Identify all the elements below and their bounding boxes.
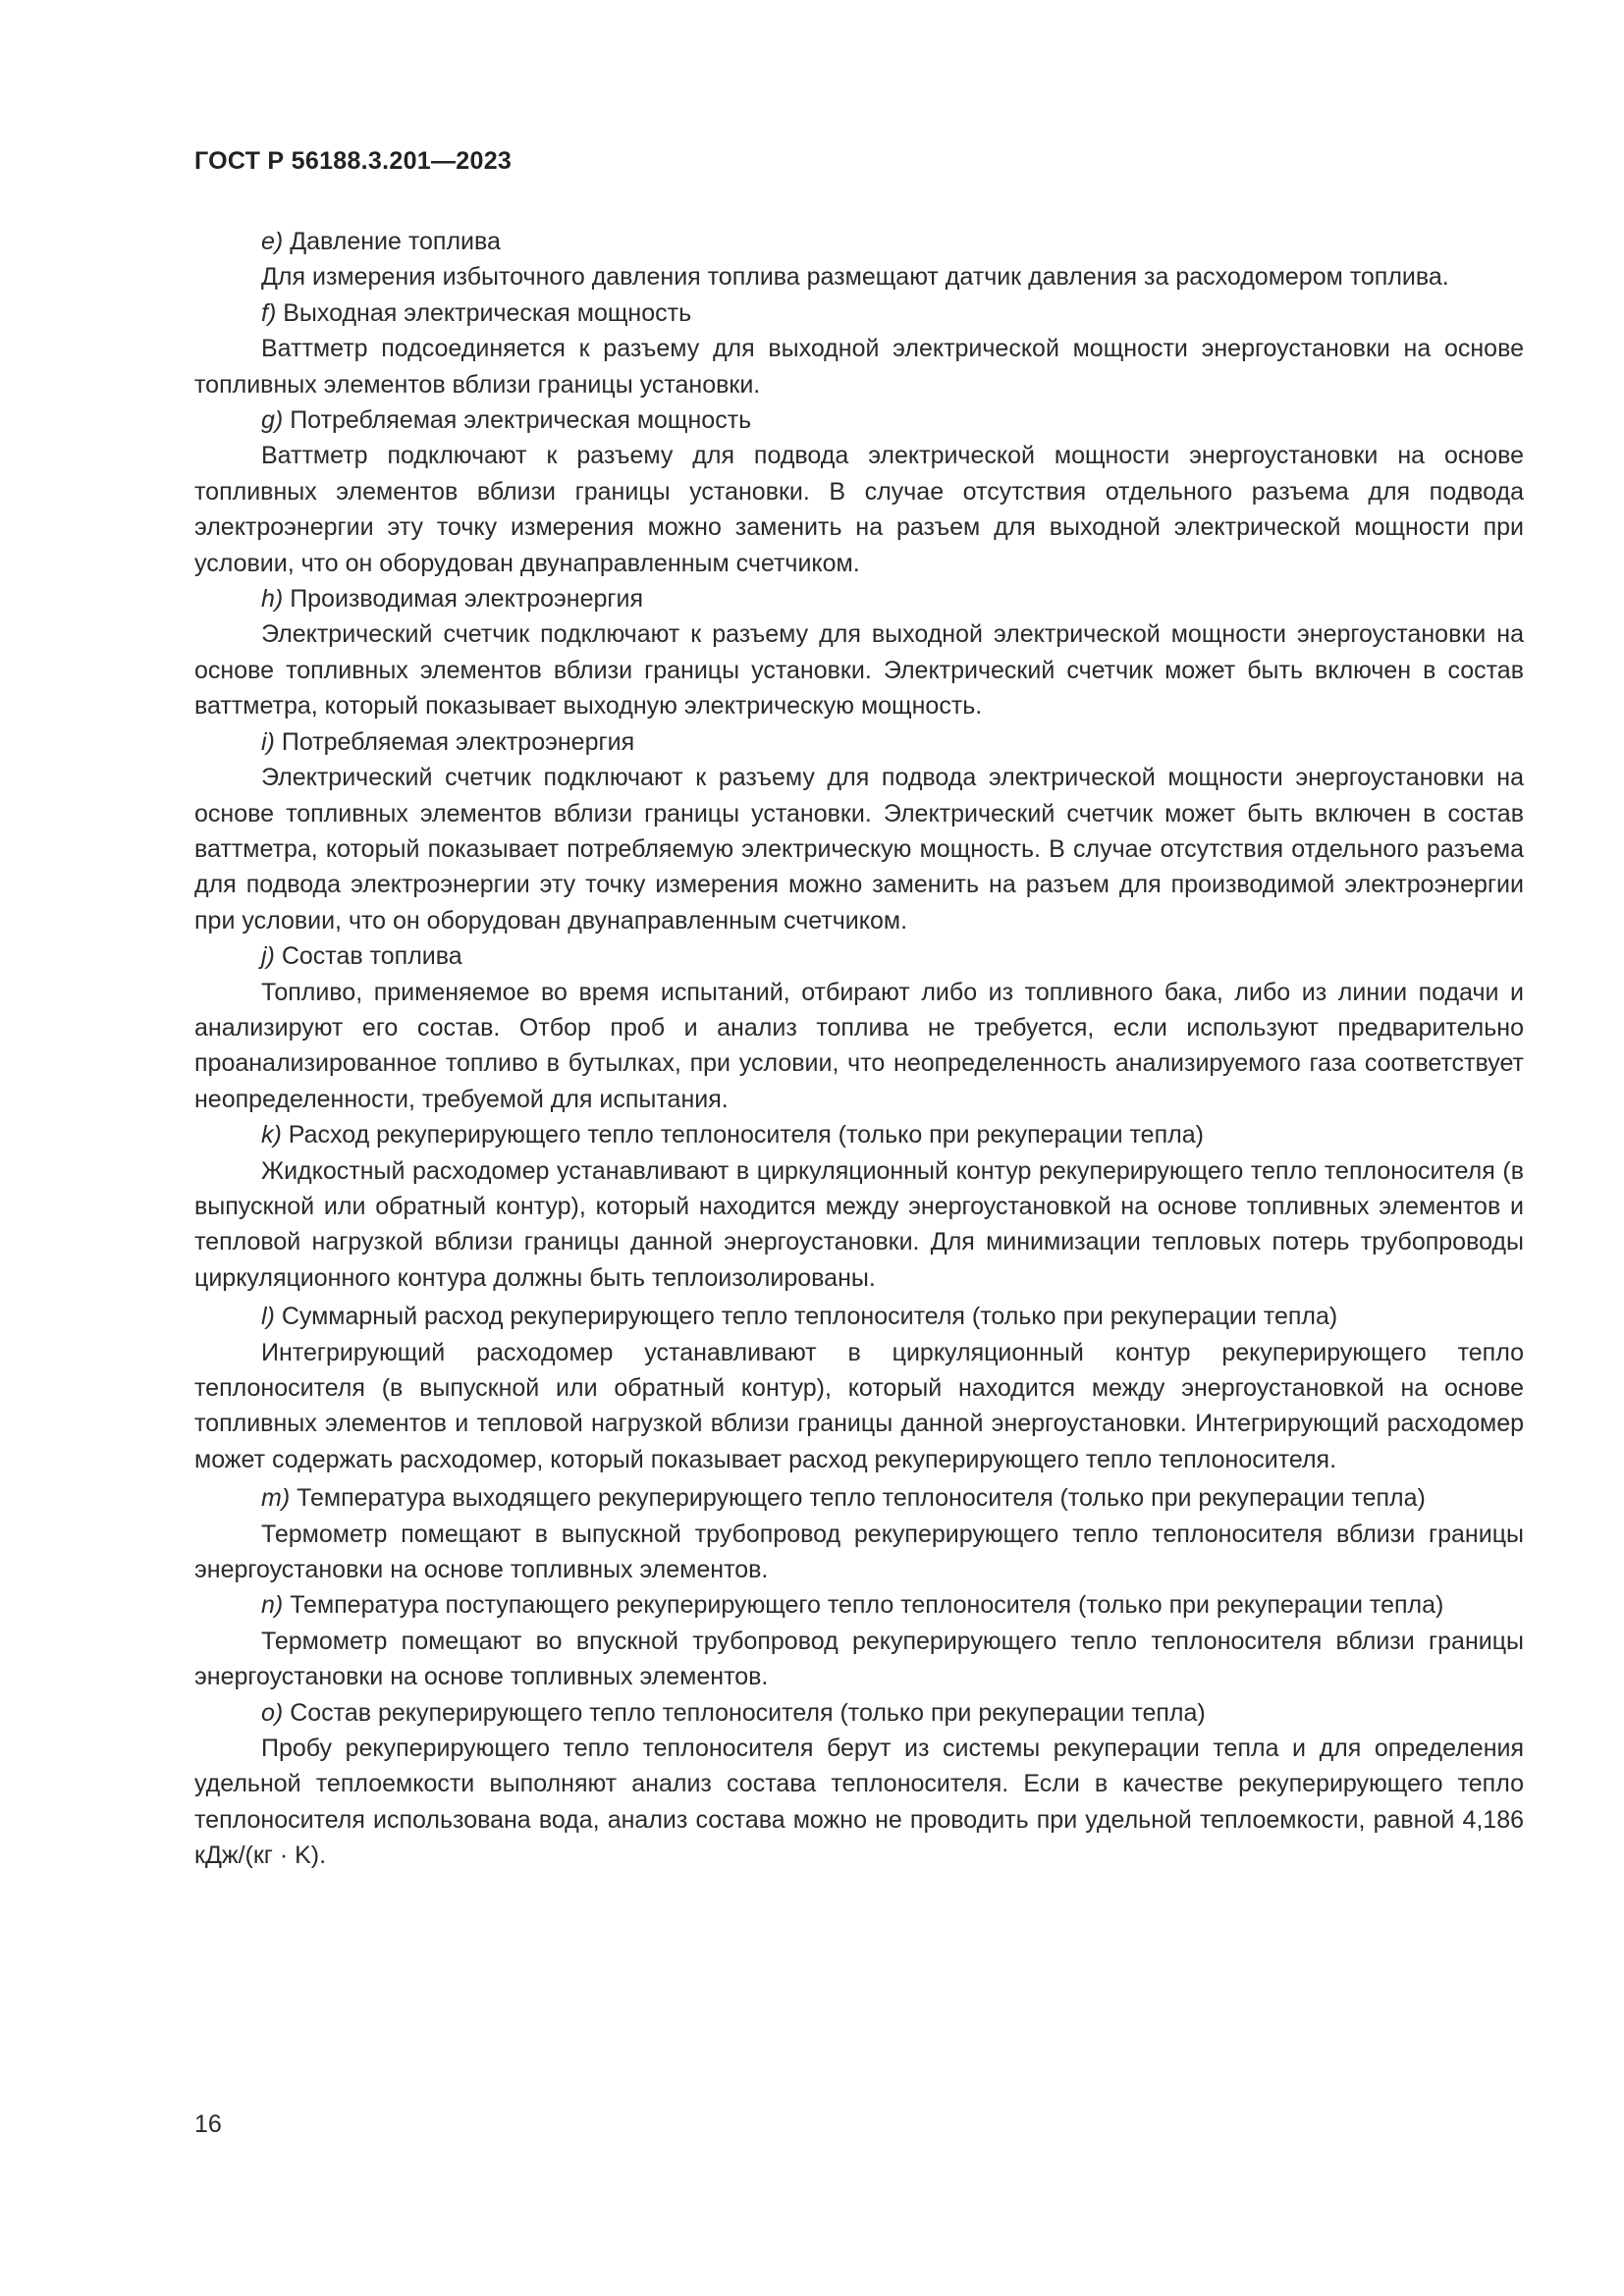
page-number: 16 (194, 2110, 222, 2138)
item-title (194, 1480, 1524, 1516)
list-item-f (194, 295, 1524, 402)
item-paragraph: Термометр помещают во впускной трубопровод рекуперирующего тепло теплоносителя вблизи границы энергоустановки на основе топливных элементов. (194, 1627, 1524, 1691)
item-title-text: Суммарный расход рекуперирующего тепло теплоносителя (только при рекуперации тепла) (281, 1303, 1338, 1331)
document-body (194, 224, 1524, 1874)
item-title-text: Расход рекуперирующего тепло теплоносителя (только при рекуперации тепла) (288, 1121, 1204, 1149)
item-letter: g) (261, 406, 284, 435)
item-title-text: Давление топлива (290, 228, 501, 255)
item-letter: o) (261, 1698, 284, 1727)
item-title-text: Выходная электрическая мощность (283, 298, 692, 327)
item-title (194, 1587, 1524, 1623)
item-letter: i) (261, 727, 275, 756)
item-letter: l) (261, 1303, 275, 1331)
item-paragraph: Интегрирующий расходомер устанавливают в циркуляционный контур рекуперирующего тепло теплоносителя (в выпускной или обратный контур), который находится между энергоустановкой на основе топливных элементов и тепловой нагрузкой вблизи границы данной энергоустановки. Интегрирующий расходомер может содержать расходомер, который показывает расход рекуперирующего тепло теплоносителя. (194, 1338, 1524, 1473)
item-letter: e) (261, 228, 284, 255)
list-item-i (194, 724, 1524, 938)
item-letter: f) (261, 298, 277, 327)
item-title-text: Температура поступающего рекуперирующего тепло теплоносителя (только при рекуперации тепла) (290, 1591, 1444, 1620)
list-item-m (194, 1480, 1524, 1587)
item-title (194, 938, 1524, 974)
item-letter: n) (261, 1591, 284, 1620)
item-letter: h) (261, 585, 284, 614)
item-title-text: Потребляемая электрическая мощность (290, 406, 752, 435)
document-header-code: ГОСТ Р 56188.3.201—2023 (194, 147, 513, 175)
item-title-text: Потребляемая электроэнергия (281, 727, 635, 756)
list-item-g (194, 402, 1524, 581)
item-title-text: Состав топлива (281, 942, 462, 971)
item-title-text: Состав рекуперирующего тепло теплоносителя (только при рекуперации тепла) (290, 1698, 1206, 1727)
item-paragraph: Электрический счетчик подключают к разъему для выходной электрической мощности энергоустановки на основе топливных элементов вблизи границы установки. Электрический счетчик может быть включен в состав ваттметра, который показывает выходную электрическую мощность. (194, 620, 1524, 721)
list-item-h (194, 581, 1524, 724)
item-paragraph: Термометр помещают в выпускной трубопровод рекуперирующего тепло теплоносителя вблизи границы энергоустановки на основе топливных элементов. (194, 1520, 1524, 1584)
item-paragraph: Жидкостный расходомер устанавливают в циркуляционный контур рекуперирующего тепло теплоносителя (в выпускной или обратный контур), который находится между энергоустановкой на основе топливных элементов и тепловой нагрузкой вблизи границы данной энергоустановки. Для минимизации тепловых потерь трубопроводы циркуляционного контура должны быть теплоизолированы. (194, 1156, 1524, 1292)
list-item-o (194, 1695, 1524, 1874)
item-title (194, 581, 1524, 616)
item-title (194, 402, 1524, 438)
item-title-text: Температура выходящего рекуперирующего тепло теплоносителя (только при рекуперации тепла) (297, 1484, 1426, 1513)
item-letter: m) (261, 1484, 291, 1513)
item-paragraph: Пробу рекуперирующего тепло теплоносителя берут из системы рекуперации тепла и для определения удельной теплоемкости выполняют анализ состава теплоносителя. Если в качестве рекуперирующего тепло теплоносителя использована вода, анализ состава можно не проводить при удельной теплоемкости, равной 4,186 кДж/(кг · K). (194, 1735, 1524, 1870)
item-paragraph: Для измерения избыточного давления топлива размещают датчик давления за расходомером топлива. (261, 263, 1449, 292)
list-item-l (194, 1299, 1524, 1477)
item-title-text: Производимая электроэнергия (290, 585, 644, 614)
item-title (194, 1299, 1524, 1334)
item-title (194, 1695, 1524, 1731)
item-letter: k) (261, 1121, 282, 1149)
item-title (194, 724, 1524, 760)
list-item-n (194, 1587, 1524, 1694)
item-title (194, 1117, 1524, 1152)
item-paragraph: Топливо, применяемое во время испытаний, отбирают либо из топливного бака, либо из линии подачи и анализируют его состав. Отбор проб и анализ топлива не требуется, если используют предварительно проанализированное топливо в бутылках, при условии, что неопределенность анализируемого газа соответствует неопределенности, требуемой для испытания. (194, 978, 1524, 1113)
list-item-j (194, 938, 1524, 1117)
item-paragraph: Ваттметр подсоединяется к разъему для выходной электрической мощности энергоустановки на основе топливных элементов вблизи границы установки. (194, 335, 1524, 399)
item-title (194, 224, 1524, 259)
item-letter: j) (261, 942, 275, 971)
item-title (194, 295, 1524, 331)
item-paragraph: Электрический счетчик подключают к разъему для подвода электрической мощности энергоустановки на основе топливных элементов вблизи границы установки. Электрический счетчик может быть включен в состав ваттметра, который показывает потребляемую электрическую мощность. В случае отсутствия отдельного разъема для подвода электроэнергии эту точку измерения можно заменить на разъем для производимой электроэнергии при условии, что он оборудован двунаправленным счетчиком. (194, 764, 1524, 934)
list-item-k (194, 1117, 1524, 1296)
list-item-e (194, 224, 1524, 295)
item-paragraph: Ваттметр подключают к разъему для подвода электрической мощности энергоустановки на основе топливных элементов вблизи границы установки. В случае отсутствия отдельного разъема для подвода электроэнергии эту точку измерения можно заменить на разъем для выходной электрической мощности при условии, что он оборудован двунаправленным счетчиком. (194, 442, 1524, 577)
